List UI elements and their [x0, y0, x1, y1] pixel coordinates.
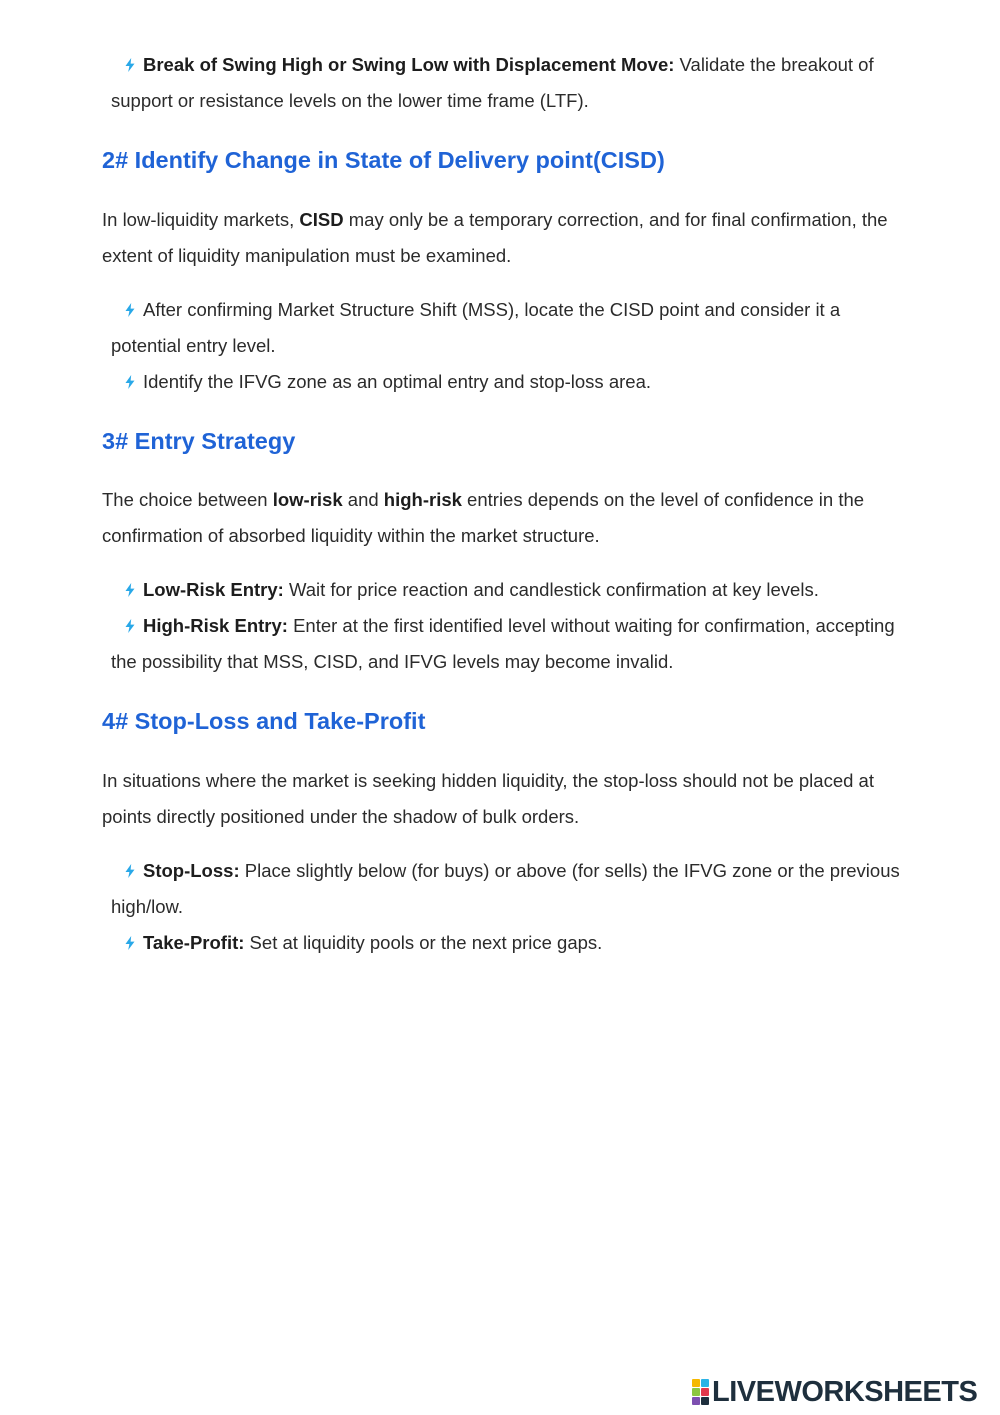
bullet-text [111, 925, 901, 961]
bullet-item [111, 608, 901, 680]
bullet-item [111, 364, 901, 400]
paragraph-text: In situations where the market is seeking hidden liquidity, the stop-loss should not be placed at points directly positioned under the shadow of bulk orders. [102, 770, 874, 827]
lightning-bolt-icon [124, 58, 136, 72]
bullet-label: Take-Profit: [143, 932, 245, 953]
logo-mark-tile [692, 1397, 700, 1405]
bullet-text [111, 292, 901, 364]
paragraph [102, 763, 902, 835]
section-heading: 3# Entry Strategy [102, 428, 296, 454]
paragraph [102, 202, 902, 274]
lightning-bolt-icon [124, 375, 136, 389]
bullet-text [111, 572, 901, 608]
bullet-description: Place slightly below (for buys) or above (for sells) the IFVG zone or the previous high/low. [111, 860, 900, 917]
paragraph-text: The choice between [102, 489, 273, 510]
liveworksheets-logo-text: LIVEWORKSHEETS [712, 1376, 978, 1408]
bullet-label: Stop-Loss: [143, 860, 240, 881]
bold-term: high-risk [383, 489, 462, 510]
lightning-bolt-icon [124, 936, 136, 950]
logo-mark-tile [701, 1388, 709, 1396]
bullet-text [111, 364, 901, 400]
bullet-description: After confirming Market Structure Shift (MSS), locate the CISD point and consider it a potential entry level. [111, 299, 841, 356]
paragraph-text: may only be a temporary correction, and for final confirmation, the extent of liquidity manipulation must be examined. [102, 209, 888, 266]
logo-mark-tile [701, 1397, 709, 1405]
liveworksheets-logo-mark [692, 1379, 709, 1405]
bullet-label: High-Risk Entry: [143, 615, 288, 636]
bullet-item [111, 292, 901, 364]
bold-term: CISD [299, 209, 344, 230]
logo-mark-tile [701, 1379, 709, 1387]
logo-mark-tile [692, 1388, 700, 1396]
bullet-label: Low-Risk Entry: [143, 579, 284, 600]
bullet-label: Break of Swing High or Swing Low with Displacement Move: [143, 54, 675, 75]
bullet-description: Enter at the first identified level without waiting for confirmation, accepting the possibility that MSS, CISD, and IFVG levels may become invalid. [111, 615, 895, 672]
section-heading: 4# Stop-Loss and Take-Profit [102, 708, 426, 734]
logo-mark-tile [692, 1379, 700, 1387]
paragraph [102, 482, 902, 554]
paragraph-text: entries depends on the level of confidence in the confirmation of absorbed liquidity within the market structure. [102, 489, 865, 546]
bullet-text [111, 608, 901, 680]
bullet-text [111, 853, 901, 925]
bullet-text [111, 47, 901, 119]
lightning-bolt-icon [124, 303, 136, 317]
bullet-item [111, 572, 901, 608]
lightning-bolt-icon [124, 619, 136, 633]
section-heading: 2# Identify Change in State of Delivery point(CISD) [102, 147, 665, 173]
bullet-description: Wait for price reaction and candlestick confirmation at key levels. [283, 579, 819, 600]
liveworksheets-logo [692, 1377, 977, 1407]
lightning-bolt-icon [124, 583, 136, 597]
bold-term: low-risk [272, 489, 343, 510]
bullet-item [111, 925, 901, 961]
paragraph-text: and [342, 489, 384, 510]
paragraph-text: In low-liquidity markets, [102, 209, 300, 230]
bullet-item [111, 47, 901, 119]
bullet-description: Identify the IFVG zone as an optimal entry and stop-loss area. [143, 371, 651, 392]
bullet-description: Set at liquidity pools or the next price gaps. [244, 932, 603, 953]
bullet-description: Validate the breakout of support or resistance levels on the lower time frame (LTF). [111, 54, 874, 111]
bullet-item [111, 853, 901, 925]
lightning-bolt-icon [124, 864, 136, 878]
